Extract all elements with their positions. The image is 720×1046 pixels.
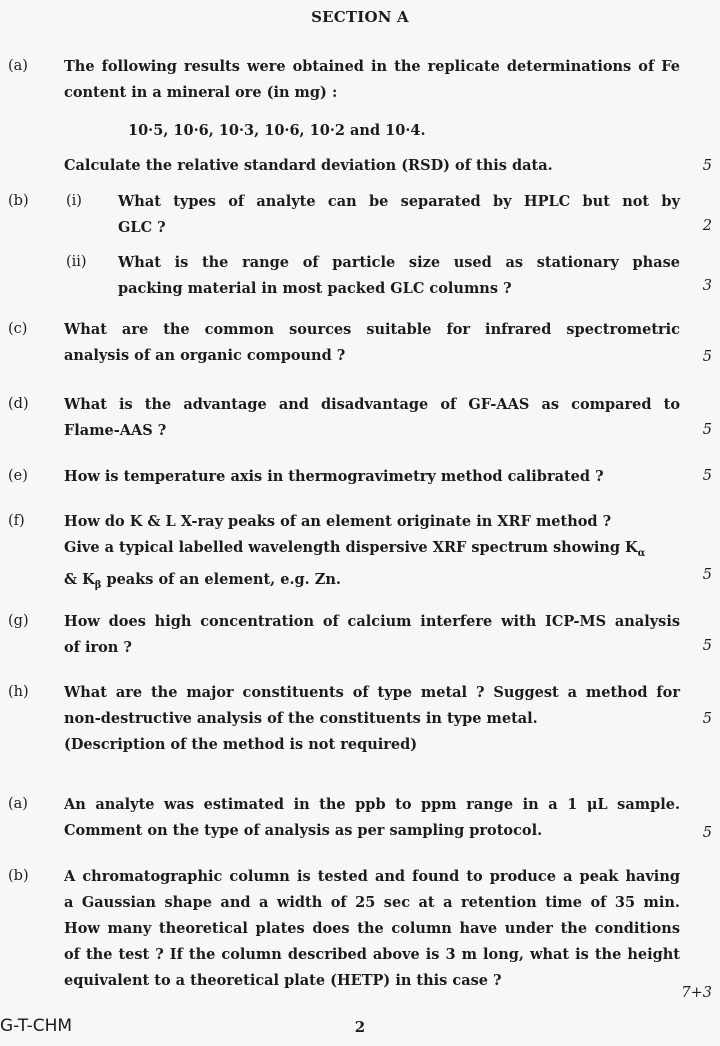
subquestion-label: (i) bbox=[66, 193, 82, 209]
question-line: equivalent to a theoretical plate (HETP) in this case ? bbox=[64, 972, 502, 989]
marks: 7+3 bbox=[681, 985, 712, 1001]
marks: 3 bbox=[702, 278, 712, 294]
question-label: (c) bbox=[8, 321, 28, 337]
question-line: A chromatographic column is tested and found to produce a peak having bbox=[64, 868, 680, 885]
question-line: (Description of the method is not required) bbox=[64, 736, 418, 753]
question-line: analysis of an organic compound ? bbox=[64, 347, 346, 364]
question-line: GLC ? bbox=[118, 219, 166, 236]
question-line: packing material in most packed GLC columns ? bbox=[118, 280, 512, 297]
question-line: Flame-AAS ? bbox=[64, 422, 167, 439]
question-text bbox=[118, 189, 680, 241]
question-label: (f) bbox=[8, 513, 25, 529]
question-line-text: Give a typical labelled wavelength dispersive XRF spectrum showing K bbox=[64, 539, 638, 556]
marks: 5 bbox=[702, 422, 712, 438]
question-label: (g) bbox=[8, 613, 29, 629]
alpha-subscript: α bbox=[637, 547, 646, 559]
question-line: Calculate the relative standard deviation (RSD) of this data. bbox=[64, 157, 553, 174]
question-text bbox=[64, 464, 680, 490]
question-line: How does high concentration of calcium interfere with ICP-MS analysis bbox=[64, 613, 680, 630]
marks: 5 bbox=[702, 711, 712, 727]
marks: 5 bbox=[702, 349, 712, 365]
marks: 5 bbox=[702, 567, 712, 583]
question-line: How is temperature axis in thermogravimetry method calibrated ? bbox=[64, 468, 604, 485]
question-line: What are the common sources suitable for infrared spectrometric bbox=[64, 321, 680, 338]
question-text bbox=[118, 250, 680, 302]
question-line: How many theoretical plates does the column have under the conditions bbox=[64, 920, 680, 937]
question-label: (a) bbox=[8, 796, 28, 812]
paper-code: G-T-CHM bbox=[0, 1016, 73, 1036]
beta-subscript: β bbox=[94, 579, 102, 591]
section-heading: SECTION A bbox=[311, 8, 409, 26]
question-label: (a) bbox=[8, 58, 28, 74]
question-label: (h) bbox=[8, 684, 29, 700]
question-label: (e) bbox=[8, 468, 28, 484]
question-label: (b) bbox=[8, 193, 29, 209]
question-label: (b) bbox=[8, 868, 29, 884]
question-text bbox=[64, 153, 680, 179]
question-line: Comment on the type of analysis as per sampling protocol. bbox=[64, 822, 543, 839]
question-line: How do K & L X-ray peaks of an element originate in XRF method ? bbox=[64, 513, 612, 530]
marks: 5 bbox=[702, 825, 712, 841]
question-line-text: & K bbox=[64, 570, 95, 588]
question-text bbox=[64, 864, 680, 994]
question-text bbox=[64, 792, 680, 844]
question-text bbox=[64, 680, 680, 758]
question-line bbox=[64, 567, 680, 599]
question-line: What types of analyte can be separated by HPLC but not by bbox=[118, 193, 680, 210]
question-line: of the test ? If the column described above is 3 m long, what is the height bbox=[64, 946, 680, 963]
question-line: What is the advantage and disadvantage of GF-AAS as compared to bbox=[64, 396, 680, 413]
question-line: What are the major constituents of type metal ? Suggest a method for bbox=[64, 684, 680, 701]
data-values: 10·5, 10·6, 10·3, 10·6, 10·2 and 10·4. bbox=[128, 122, 426, 139]
question-line: What is the range of particle size used as stationary phase bbox=[118, 254, 680, 271]
question-text bbox=[64, 392, 680, 444]
question-line: The following results were obtained in the replicate determinations of Fe bbox=[64, 58, 680, 75]
marks: 2 bbox=[702, 218, 712, 234]
question-line: An analyte was estimated in the ppb to ppm range in a 1 μL sample. bbox=[64, 796, 680, 813]
question-text bbox=[64, 609, 680, 661]
question-line: of iron ? bbox=[64, 639, 132, 656]
question-line bbox=[64, 535, 680, 567]
question-line: content in a mineral ore (in mg) : bbox=[64, 84, 338, 101]
marks: 5 bbox=[702, 158, 712, 174]
page-number: 2 bbox=[354, 1018, 366, 1036]
question-line: a Gaussian shape and a width of 25 sec at a retention time of 35 min. bbox=[64, 894, 680, 911]
marks: 5 bbox=[702, 638, 712, 654]
question-text bbox=[64, 509, 680, 599]
question-line-text: peaks of an element, e.g. Zn. bbox=[101, 570, 341, 588]
question-line: non-destructive analysis of the constituents in type metal. bbox=[64, 710, 538, 727]
question-text bbox=[64, 317, 680, 369]
subquestion-label: (ii) bbox=[66, 254, 87, 270]
question-label: (d) bbox=[8, 396, 29, 412]
marks: 5 bbox=[702, 468, 712, 484]
question-text bbox=[64, 54, 680, 106]
